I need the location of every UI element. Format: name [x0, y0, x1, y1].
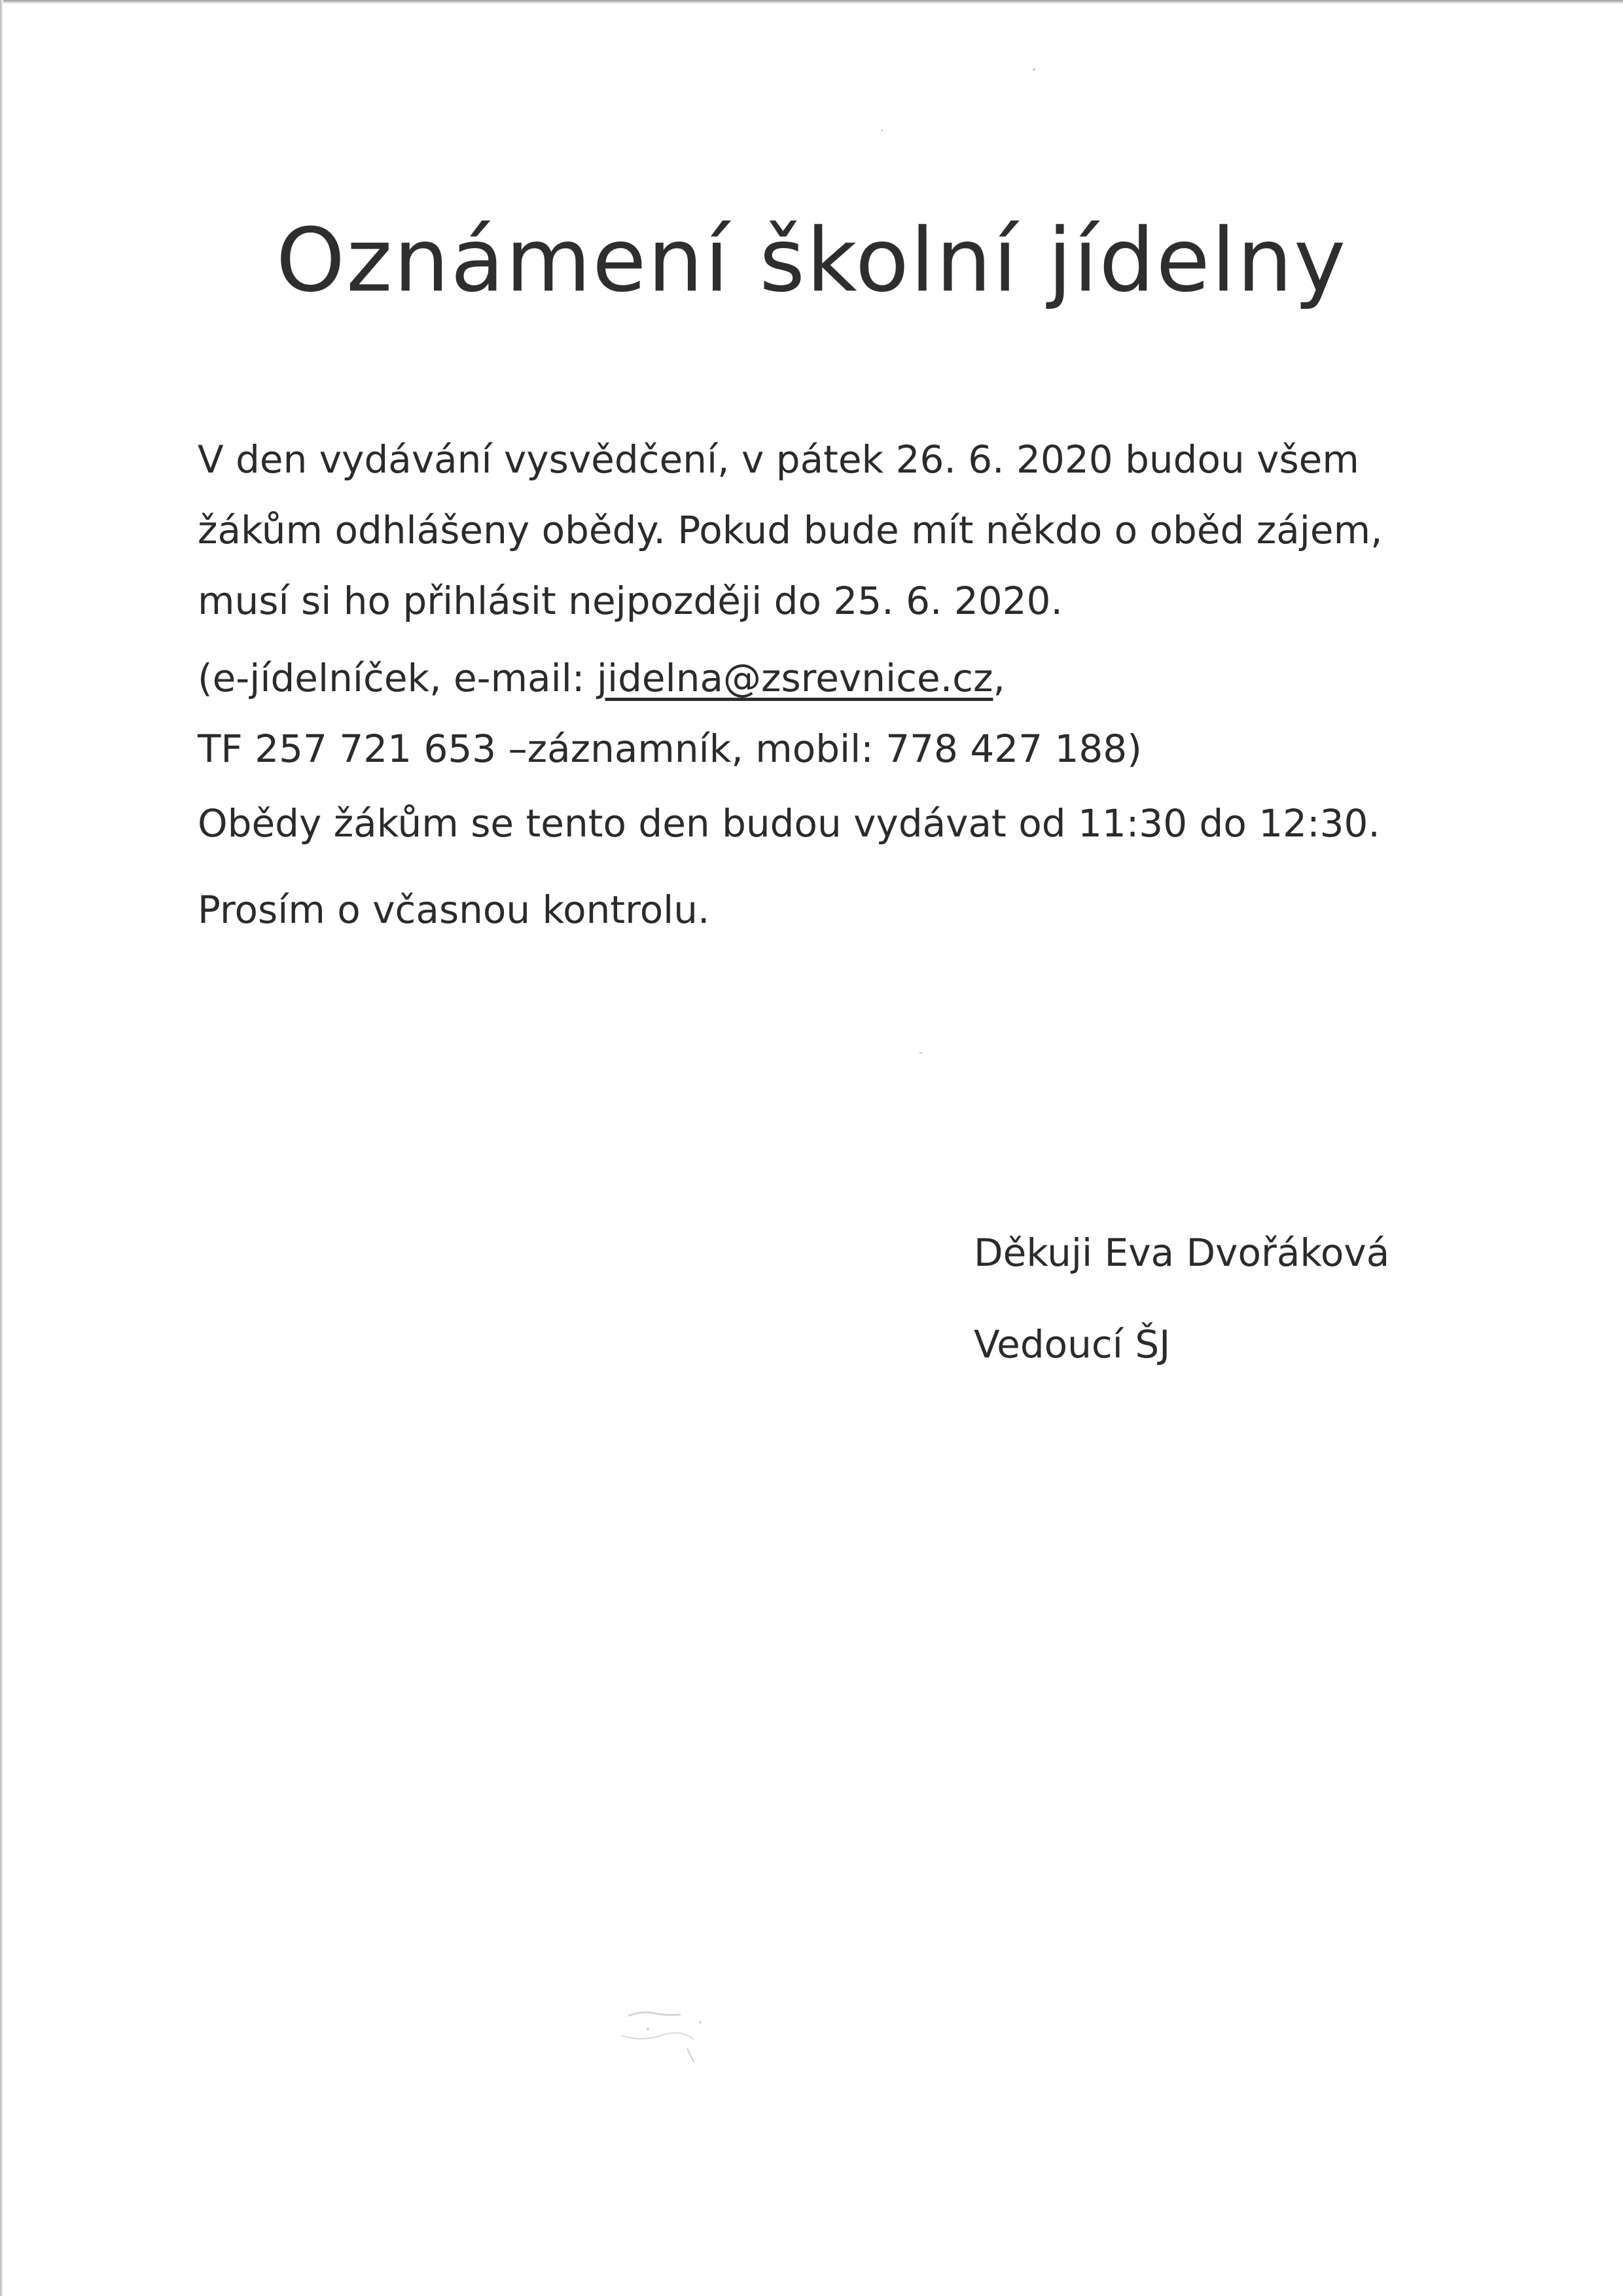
signature-role: Vedoucí ŠJ [974, 1322, 1171, 1367]
contact-paragraph [198, 643, 1493, 784]
lunch-time-paragraph: Obědy žákům se tento den budou vydávat od 11:30 do 12:30. [198, 801, 1380, 846]
scan-edge-top [0, 0, 1623, 4]
email-link[interactable]: jidelna@zsrevnice.cz [596, 656, 993, 700]
announcement-line-1: V den vydávání vysvědčení, v pátek 26. 6. 2020 budou všem [198, 437, 1359, 482]
contact-prefix: (e-jídelníček, e-mail: [198, 656, 597, 700]
phone-line: TF 257 721 653 –záznamník, mobil: 778 427 188) [198, 726, 1142, 771]
announcement-paragraph [198, 424, 1493, 636]
request-paragraph: Prosím o včasnou kontrolu. [198, 888, 710, 932]
scan-speck [1033, 68, 1035, 71]
scan-speck [881, 130, 883, 132]
scan-speck [919, 1052, 923, 1054]
contact-suffix: , [993, 656, 1005, 700]
signature-name: Děkuji Eva Dvořáková [974, 1230, 1390, 1275]
scan-edge-left [0, 0, 3, 2296]
scan-smudge [609, 1996, 740, 2075]
notice-title: Oznámení školní jídelny [276, 209, 1347, 312]
announcement-line-2: žákům odhlášeny obědy. Pokud bude mít někdo o oběd zájem, [198, 508, 1383, 552]
announcement-line-3: musí si ho přihlásit nejpozději do 25. 6. 2020. [198, 579, 1063, 623]
